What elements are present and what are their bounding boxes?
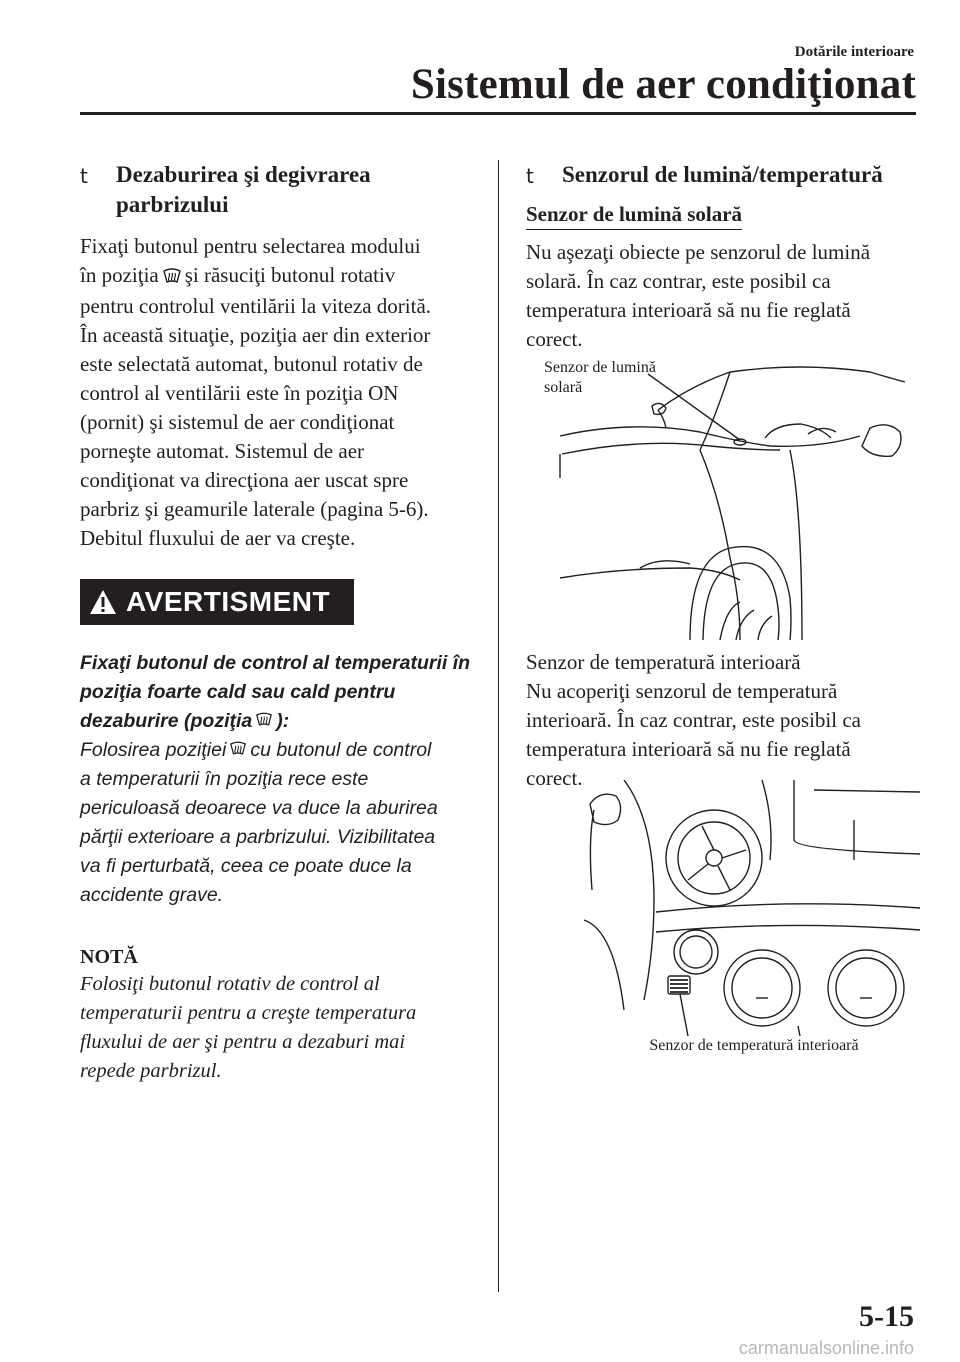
section-heading-defrost <box>80 160 480 220</box>
figure-label-line: Senzor de lumină <box>544 359 656 376</box>
windshield-defrost-icon <box>162 263 182 292</box>
warning-text-line: părţii exterioare a parbrizului. Vizibilitatea <box>80 826 436 849</box>
text-line: porneşte automat. Sistemul de aer <box>80 438 365 463</box>
note-line: Folosiţi butonul rotativ de control al <box>80 973 380 996</box>
figure-label: Senzor de temperatură interioară <box>649 1037 859 1054</box>
note-body <box>80 970 480 1086</box>
note-line: repede parbrizul. <box>80 1060 222 1083</box>
text-line: pentru controlul ventilării la viteza dorită. <box>80 293 432 318</box>
figure-solar-sensor <box>540 358 920 640</box>
text-line: control al ventilării este în poziţia ON <box>80 380 399 405</box>
warning-text-line: accidente grave. <box>80 884 224 907</box>
text-line: condiţionat va direcţiona aer uscat spre <box>80 467 409 492</box>
section-title <box>116 160 371 220</box>
text-span: cu butonul de control <box>250 739 432 762</box>
section-title: Senzorul de lumină/temperatură <box>562 162 883 187</box>
page-number: 5-15 <box>859 1300 914 1333</box>
warning-body <box>80 649 480 911</box>
windshield-defrost-icon <box>255 707 273 736</box>
note-line: temperaturii pentru a creşte temperatura <box>80 1002 417 1025</box>
note-line: fluxului de aer şi pentru a dezaburi mai <box>80 1031 406 1054</box>
text-line: Nu aşezaţi obiecte pe senzorul de lumină <box>526 240 871 264</box>
text-line: corect. <box>526 766 583 790</box>
text-line: Fixaţi butonul pentru selectarea modului <box>80 234 421 258</box>
text-line: este selectată automat, butonul rotativ de <box>80 351 423 376</box>
section-heading-sensor <box>526 160 926 190</box>
chapter-label: Dotările interioare <box>794 44 914 60</box>
warning-badge <box>80 579 354 625</box>
text-span: Folosirea poziţiei <box>80 739 227 762</box>
section-bullet: t <box>526 164 534 188</box>
text-span: ): <box>276 709 290 732</box>
interior-sensor-paragraph <box>526 648 936 793</box>
warning-text-line: a temperaturii în poziţia rece este <box>80 768 369 791</box>
figure-interior-sensor <box>584 780 920 1058</box>
warning-bold-line: Fixaţi butonul de control al temperaturii în <box>80 651 471 674</box>
header-rule <box>80 112 916 115</box>
solar-sensor-paragraph <box>526 238 926 354</box>
text-line: (pornit) şi sistemul de aer condiţionat <box>80 409 395 434</box>
text-line: Senzor de temperatură interioară <box>526 650 801 674</box>
section-title-line: parbrizului <box>116 192 229 217</box>
text-span: dezaburire (poziţia <box>80 709 253 732</box>
note-title: NOTĂ <box>80 946 138 969</box>
text-line: parbriz şi geamurile laterale (pagina 5-6). <box>80 496 429 521</box>
text-line <box>80 261 480 292</box>
section-title-line: Dezaburirea şi degivrarea <box>116 162 371 187</box>
text-line: Nu acoperiţi senzorul de temperatură <box>526 679 838 703</box>
right-column <box>526 160 926 354</box>
warning-label: AVERTISMENT <box>126 585 331 617</box>
text-line: Debitul fluxului de aer va creşte. <box>80 525 356 550</box>
text-span: în poziţia <box>80 263 159 287</box>
text-line: solară. În caz contrar, este posibil ca <box>526 269 831 293</box>
figure-label-line: solară <box>544 379 583 396</box>
warning-bold-line: poziţia foarte cald sau cald pentru <box>80 680 396 703</box>
column-divider <box>498 160 499 1292</box>
subheading-solar-sensor: Senzor de lumină solară <box>526 202 742 230</box>
text-line: temperatura interioară să nu fie reglată <box>526 298 851 322</box>
windshield-defrost-icon <box>229 736 247 765</box>
warning-text-line <box>80 736 480 765</box>
watermark: carmanualsonline.info <box>738 1338 914 1358</box>
text-line: În această situaţie, poziţia aer din exterior <box>80 322 431 347</box>
warning-text-line: periculoasă deoarece va duce la aburirea <box>80 797 438 820</box>
text-line: temperatura interioară să nu fie reglată <box>526 737 851 761</box>
text-line: interioară. În caz contrar, este posibil ca <box>526 708 861 732</box>
page-title: Sistemul de aer condiţionat <box>410 61 916 108</box>
defrost-paragraph <box>80 232 480 553</box>
dashboard-illustration <box>584 780 920 1036</box>
section-bullet: t <box>80 164 88 188</box>
text-line: corect. <box>526 327 583 351</box>
warning-text-line: va fi perturbată, ceea ce poate duce la <box>80 855 412 878</box>
warning-triangle-icon <box>80 579 126 625</box>
text-span: şi răsuciţi butonul rotativ <box>184 263 396 287</box>
car-illustration <box>540 358 920 640</box>
warning-bold-line <box>80 707 480 736</box>
left-column <box>80 160 480 1086</box>
